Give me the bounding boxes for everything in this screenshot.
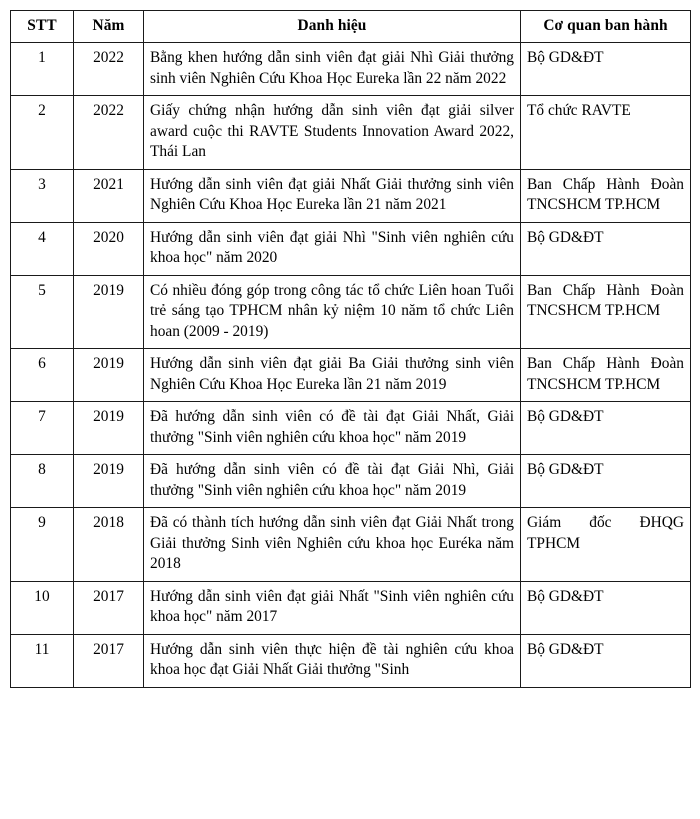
cell-stt: 11 [11, 634, 74, 687]
table-row [11, 634, 691, 687]
cell-danh-hieu: Đã hướng dẫn sinh viên có đề tài đạt Giải Nhì, Giải thưởng "Sinh viên nghiên cứu khoa học" năm 2019 [144, 455, 521, 508]
cell-nam: 2021 [74, 169, 144, 222]
table-row [11, 455, 691, 508]
table-row [11, 402, 691, 455]
cell-danh-hieu: Giấy chứng nhận hướng dẫn sinh viên đạt giải silver award cuộc thi RAVTE Students Innovation Award 2022, Thái Lan [144, 96, 521, 169]
column-header-danh-hieu: Danh hiệu [144, 11, 521, 43]
cell-nam: 2019 [74, 402, 144, 455]
cell-nam: 2017 [74, 581, 144, 634]
cell-nam: 2022 [74, 96, 144, 169]
table-header [11, 11, 691, 43]
table-row [11, 581, 691, 634]
table-row [11, 222, 691, 275]
cell-stt: 2 [11, 96, 74, 169]
cell-co-quan: Bộ GD&ĐT [521, 634, 691, 687]
cell-stt: 7 [11, 402, 74, 455]
table-row [11, 43, 691, 96]
cell-danh-hieu: Hướng dẫn sinh viên đạt giải Nhất "Sinh viên nghiên cứu khoa học" năm 2017 [144, 581, 521, 634]
cell-stt: 1 [11, 43, 74, 96]
cell-danh-hieu: Đã hướng dẫn sinh viên có đề tài đạt Giải Nhất, Giải thưởng "Sinh viên nghiên cứu khoa học" năm 2019 [144, 402, 521, 455]
cell-stt: 9 [11, 508, 74, 581]
table-row [11, 508, 691, 581]
cell-co-quan: Bộ GD&ĐT [521, 43, 691, 96]
cell-co-quan: Tổ chức RAVTE [521, 96, 691, 169]
cell-stt: 10 [11, 581, 74, 634]
cell-nam: 2022 [74, 43, 144, 96]
column-header-stt: STT [11, 11, 74, 43]
cell-danh-hieu: Hướng dẫn sinh viên đạt giải Nhất Giải thưởng sinh viên Nghiên Cứu Khoa Học Eureka lần 21 năm 2021 [144, 169, 521, 222]
cell-nam: 2018 [74, 508, 144, 581]
column-header-co-quan-ban-hanh: Cơ quan ban hành [521, 11, 691, 43]
table-row [11, 275, 691, 348]
cell-danh-hieu: Hướng dẫn sinh viên đạt giải Ba Giải thưởng sinh viên Nghiên Cứu Khoa Học Eureka lần 21 năm 2019 [144, 349, 521, 402]
cell-co-quan: Bộ GD&ĐT [521, 402, 691, 455]
table-body [11, 43, 691, 687]
cell-co-quan: Bộ GD&ĐT [521, 222, 691, 275]
cell-nam: 2019 [74, 275, 144, 348]
cell-co-quan: Ban Chấp Hành Đoàn TNCSHCM TP.HCM [521, 169, 691, 222]
awards-table [10, 10, 691, 688]
cell-danh-hieu: Hướng dẫn sinh viên thực hiện đề tài nghiên cứu khoa khoa học đạt Giải Nhất Giải thưởng "Sinh [144, 634, 521, 687]
cell-nam: 2017 [74, 634, 144, 687]
cell-stt: 8 [11, 455, 74, 508]
table-row [11, 96, 691, 169]
cell-co-quan: Bộ GD&ĐT [521, 581, 691, 634]
cell-danh-hieu: Bằng khen hướng dẫn sinh viên đạt giải Nhì Giải thưởng sinh viên Nghiên Cứu Khoa Học Eureka lần 22 năm 2022 [144, 43, 521, 96]
cell-stt: 5 [11, 275, 74, 348]
table-row [11, 349, 691, 402]
cell-stt: 3 [11, 169, 74, 222]
cell-danh-hieu: Đã có thành tích hướng dẫn sinh viên đạt Giải Nhất trong Giải thưởng Sinh viên Nghiên cứu khoa học Euréka năm 2018 [144, 508, 521, 581]
cell-stt: 6 [11, 349, 74, 402]
cell-co-quan: Ban Chấp Hành Đoàn TNCSHCM TP.HCM [521, 275, 691, 348]
table-row [11, 169, 691, 222]
cell-nam: 2019 [74, 349, 144, 402]
table-header-row [11, 11, 691, 43]
column-header-nam: Năm [74, 11, 144, 43]
cell-nam: 2020 [74, 222, 144, 275]
cell-co-quan-text: Giám đốc ĐHQG TPHCM [527, 514, 684, 552]
cell-nam: 2019 [74, 455, 144, 508]
cell-co-quan: Bộ GD&ĐT [521, 455, 691, 508]
cell-stt: 4 [11, 222, 74, 275]
cell-co-quan [521, 508, 691, 581]
cell-danh-hieu: Có nhiều đóng góp trong công tác tổ chức Liên hoan Tuổi trẻ sáng tạo TPHCM nhân kỷ niệm 10 năm tổ chức Liên hoan (2009 - 2019) [144, 275, 521, 348]
cell-danh-hieu: Hướng dẫn sinh viên đạt giải Nhì "Sinh viên nghiên cứu khoa học" năm 2020 [144, 222, 521, 275]
cell-co-quan: Ban Chấp Hành Đoàn TNCSHCM TP.HCM [521, 349, 691, 402]
